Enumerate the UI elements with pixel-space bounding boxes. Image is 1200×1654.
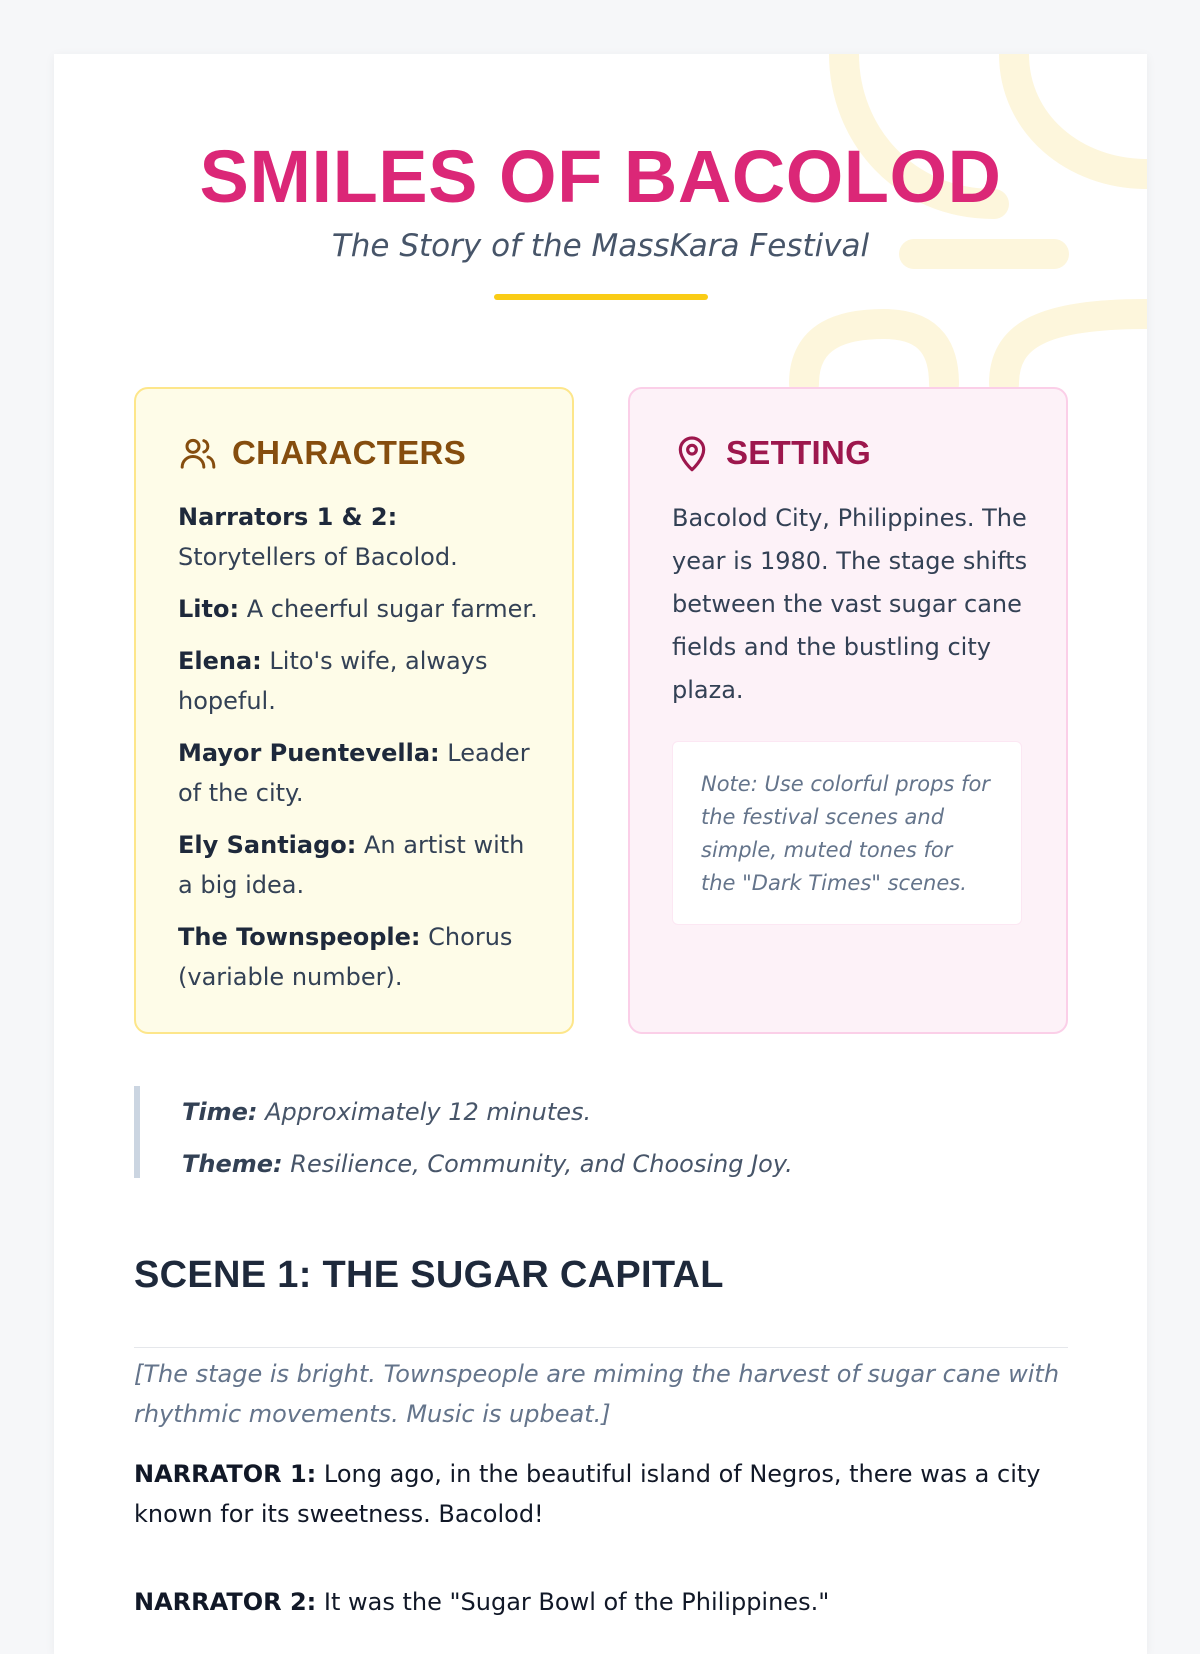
dialogue-line [134,1582,1068,1622]
setting-card [628,387,1068,1034]
play-meta [134,1086,1034,1178]
list-item [178,917,538,997]
dialogue-text: It was the "Sugar Bowl of the Philippines." [323,1588,830,1616]
list-item [178,825,538,905]
list-item [178,589,538,629]
character-desc: Leader of the city. [178,739,530,807]
stage-direction: [The stage is bright. Townspeople are miming the harvest of sugar cane with rhythmic movements. Music is upbeat.] [134,1360,1060,1428]
speaker-name: NARRATOR 2: [134,1588,317,1616]
characters-card [134,387,574,1034]
page-title: SMILES OF BACOLOD [199,135,1002,218]
character-desc: Lito's wife, always hopeful. [178,647,488,715]
characters-heading-label: CHARACTERS [232,434,466,471]
users-icon [178,433,218,473]
characters-heading [178,433,466,473]
time-info [182,1086,1034,1138]
character-name: The Townspeople: [178,923,421,951]
scene-divider [134,1347,1068,1348]
title-divider [494,294,708,300]
setting-heading [672,433,871,473]
list-item [178,497,538,577]
dialogue-text: Long ago, in the beautiful island of Negros, there was a city known for its sweetness. Bacolod! [134,1460,1041,1528]
speaker-name: NARRATOR 1: [134,1460,317,1488]
dialogue-line [134,1454,1068,1534]
character-name: Ely Santiago: [178,831,357,859]
character-desc: Storytellers of Bacolod. [178,543,458,571]
theme-label: Theme: [182,1150,283,1178]
character-name: Lito: [178,595,240,623]
character-desc: Chorus (variable number). [178,923,513,991]
character-name: Mayor Puentevella: [178,739,440,767]
character-desc: A cheerful sugar farmer. [246,595,538,623]
time-value: Approximately 12 minutes. [265,1098,592,1126]
page-subtitle: The Story of the MassKara Festival [331,228,870,264]
setting-description: Bacolod City, Philippines. The year is 1980. The stage shifts between the vast sugar cane fields and the bustling city plaza. [672,504,1028,704]
time-label: Time: [182,1098,258,1126]
characters-list [178,497,538,1009]
list-item [178,641,538,721]
map-pin-icon [672,433,712,473]
setting-heading-label: SETTING [726,434,872,471]
character-desc: An artist with a big idea. [178,831,525,899]
list-item [178,733,538,813]
theme-value: Resilience, Community, and Choosing Joy. [290,1150,793,1178]
character-name: Narrators 1 & 2: [178,503,398,531]
theme-info [182,1138,1034,1190]
scene-title: SCENE 1: THE SUGAR CAPITAL [134,1254,724,1296]
setting-note: Note: Use colorful props for the festival scenes and simple, muted tones for the "Dark Times" scenes. [672,741,1022,925]
script-page [54,54,1147,1654]
character-name: Elena: [178,647,262,675]
